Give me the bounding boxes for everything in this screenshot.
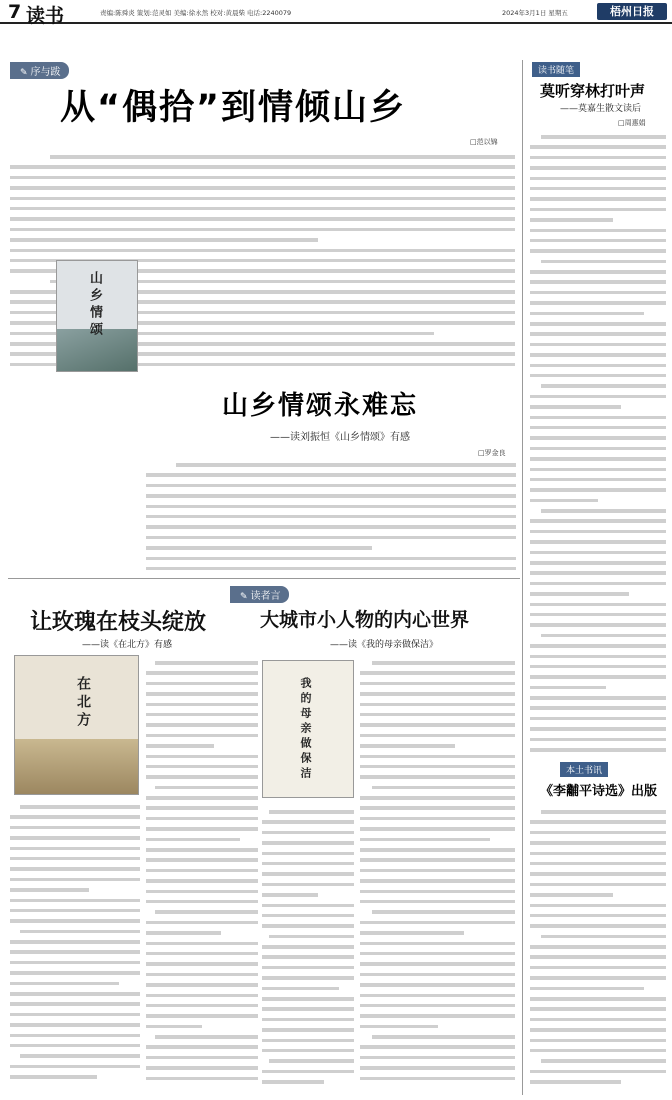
sidebar-body	[530, 130, 666, 755]
text-line	[146, 968, 258, 978]
text-line	[530, 203, 666, 213]
text-line	[10, 862, 140, 872]
text-line	[360, 1061, 515, 1071]
text-line	[530, 1054, 666, 1064]
masthead	[0, 0, 672, 27]
text-line	[530, 504, 666, 514]
text-line	[530, 608, 666, 618]
right-book-cover	[262, 660, 354, 798]
text-line	[530, 546, 666, 556]
text-line	[360, 895, 515, 905]
text-line	[146, 458, 516, 468]
text-line	[262, 919, 354, 929]
text-line	[10, 1060, 140, 1070]
text-line	[360, 801, 515, 811]
text-line	[530, 431, 666, 441]
text-line	[262, 836, 354, 846]
text-line	[146, 864, 258, 874]
text-line	[530, 224, 666, 234]
text-line	[530, 639, 666, 649]
text-line	[146, 895, 258, 905]
text-line	[530, 369, 666, 379]
editors-line: 责编:陈舜炎 策划:范灵如 美编:徐永然 校对:黄晨柴 电话:2240079	[100, 9, 292, 17]
text-line	[530, 743, 666, 753]
text-line	[146, 541, 516, 551]
mid-article-body	[146, 458, 516, 573]
text-line	[530, 587, 666, 597]
text-line	[530, 701, 666, 711]
text-line	[146, 552, 516, 562]
text-line	[360, 698, 515, 708]
text-line	[530, 712, 666, 722]
text-line	[10, 212, 515, 222]
text-line	[146, 916, 258, 926]
text-line	[146, 926, 258, 936]
text-line	[530, 919, 666, 929]
text-line	[360, 885, 515, 895]
text-line	[360, 760, 515, 770]
text-line	[530, 442, 666, 452]
text-line	[146, 750, 258, 760]
text-line	[10, 935, 140, 945]
text-line	[360, 833, 515, 843]
text-line	[262, 805, 354, 815]
text-line	[10, 883, 140, 893]
text-line	[530, 629, 666, 639]
sidebar-subtitle: ——莫嘉生散文读后	[560, 104, 642, 114]
issue-date: 2024年3月1日 星期五	[502, 9, 568, 17]
lower-right-body	[360, 656, 515, 1091]
text-line	[146, 853, 258, 863]
text-line	[530, 961, 666, 971]
text-line	[530, 618, 666, 628]
text-line	[262, 1044, 354, 1054]
text-line	[262, 867, 354, 877]
text-line	[262, 950, 354, 960]
text-line	[262, 857, 354, 867]
text-line	[530, 857, 666, 867]
text-line	[530, 888, 666, 898]
text-line	[360, 822, 515, 832]
text-line	[262, 1075, 354, 1085]
text-line	[146, 999, 258, 1009]
text-line	[530, 421, 666, 431]
text-line	[530, 525, 666, 535]
lower-left-title: 让玫瑰在枝头绽放	[30, 610, 207, 635]
text-line	[146, 801, 258, 811]
text-line	[10, 945, 140, 955]
text-line	[530, 867, 666, 877]
text-line	[10, 810, 140, 820]
text-line	[10, 977, 140, 987]
text-line	[360, 687, 515, 697]
text-line	[530, 1044, 666, 1054]
text-line	[146, 1020, 258, 1030]
text-line	[530, 379, 666, 389]
byline: □范以锦	[470, 138, 498, 146]
text-line	[530, 722, 666, 732]
text-line	[146, 1061, 258, 1071]
text-line	[146, 479, 516, 489]
text-line	[262, 1034, 354, 1044]
text-line	[530, 317, 666, 327]
text-line	[360, 1040, 515, 1050]
text-line	[530, 992, 666, 1002]
paper-logo: 梧州日报	[597, 3, 667, 20]
text-line	[10, 894, 140, 904]
page-number: 7	[8, 1, 22, 23]
text-line	[146, 885, 258, 895]
text-line	[530, 483, 666, 493]
text-line	[262, 909, 354, 919]
text-line	[360, 1020, 515, 1030]
mid-headline: 山乡情颂永难忘	[222, 391, 419, 421]
text-line	[530, 650, 666, 660]
text-line	[262, 992, 354, 1002]
text-line	[360, 718, 515, 728]
text-line	[360, 770, 515, 780]
text-line	[530, 452, 666, 462]
left-book-art	[15, 739, 138, 794]
text-line	[530, 244, 666, 254]
text-line	[530, 805, 666, 815]
lower-right-title: 大城市小人物的内心世界	[260, 609, 470, 631]
text-line	[530, 514, 666, 524]
text-line	[146, 1072, 258, 1082]
text-line	[146, 510, 516, 520]
right-book-title: 我的母亲做保洁	[299, 677, 312, 782]
text-line	[360, 989, 515, 999]
text-line	[360, 916, 515, 926]
text-line	[530, 161, 666, 171]
text-line	[530, 390, 666, 400]
text-line	[10, 223, 515, 233]
lower-left-body-2	[10, 800, 140, 1090]
text-line	[530, 327, 666, 337]
text-line	[146, 791, 258, 801]
text-line	[262, 815, 354, 825]
text-line	[146, 760, 258, 770]
text-line	[146, 1009, 258, 1019]
text-line	[530, 815, 666, 825]
text-line	[262, 1002, 354, 1012]
headline: 从“偶拾”到情倾山乡	[60, 88, 407, 128]
text-line	[530, 950, 666, 960]
book-cover	[56, 260, 138, 372]
text-line	[360, 947, 515, 957]
text-line	[530, 566, 666, 576]
text-line	[530, 348, 666, 358]
text-line	[146, 489, 516, 499]
text-line	[530, 691, 666, 701]
section-divider	[8, 578, 520, 579]
text-line	[262, 982, 354, 992]
text-line	[360, 874, 515, 884]
text-line	[146, 677, 258, 687]
text-line	[146, 833, 258, 843]
text-line	[530, 556, 666, 566]
column-divider	[522, 60, 523, 1095]
text-line	[262, 888, 354, 898]
text-line	[360, 905, 515, 915]
text-line	[146, 698, 258, 708]
text-line	[530, 847, 666, 857]
text-line	[530, 733, 666, 743]
section-title: 读书	[26, 5, 65, 27]
text-line	[146, 729, 258, 739]
text-line	[530, 1013, 666, 1023]
text-line	[146, 687, 258, 697]
text-line	[530, 1065, 666, 1075]
text-line	[530, 899, 666, 909]
text-line	[146, 781, 258, 791]
text-line	[530, 130, 666, 140]
text-line	[530, 971, 666, 981]
text-line	[530, 598, 666, 608]
text-line	[360, 926, 515, 936]
text-line	[10, 1049, 140, 1059]
text-line	[10, 821, 140, 831]
text-line	[530, 940, 666, 950]
mid-byline: □罗金良	[478, 449, 506, 457]
text-line	[360, 708, 515, 718]
text-line	[10, 842, 140, 852]
text-line	[530, 1034, 666, 1044]
text-line	[146, 905, 258, 915]
text-line	[530, 836, 666, 846]
text-line	[262, 847, 354, 857]
text-line	[146, 1040, 258, 1050]
text-line	[530, 275, 666, 285]
text-line	[146, 718, 258, 728]
sidebar-byline: □周惠娟	[618, 119, 646, 127]
text-line	[10, 831, 140, 841]
text-line	[10, 904, 140, 914]
text-line	[146, 1030, 258, 1040]
text-line	[262, 899, 354, 909]
text-line	[146, 656, 258, 666]
text-line	[530, 265, 666, 275]
text-line	[530, 1023, 666, 1033]
text-line	[360, 677, 515, 687]
text-line	[360, 750, 515, 760]
text-line	[146, 468, 516, 478]
text-line	[262, 1013, 354, 1023]
text-line	[146, 812, 258, 822]
text-line	[530, 494, 666, 504]
sidebar-tag: 读书随笔	[532, 62, 580, 77]
text-line	[262, 1023, 354, 1033]
text-line	[360, 1072, 515, 1082]
text-line	[10, 914, 140, 924]
text-line	[530, 296, 666, 306]
text-line	[530, 192, 666, 202]
text-line	[360, 864, 515, 874]
text-line	[10, 873, 140, 883]
text-line	[360, 968, 515, 978]
text-line	[360, 1051, 515, 1061]
text-line	[146, 708, 258, 718]
book-cover-title: 山乡情颂	[87, 271, 102, 339]
text-line	[262, 961, 354, 971]
text-line	[262, 826, 354, 836]
text-line	[530, 1075, 666, 1085]
lower-left-subtitle: ——读《在北方》有感	[82, 640, 173, 650]
text-line	[530, 213, 666, 223]
text-line	[530, 878, 666, 888]
sidebar-bottom-title: 《李黼平诗选》出版	[540, 784, 658, 799]
left-book-title: 在北方	[75, 676, 91, 730]
text-line	[262, 1065, 354, 1075]
text-line	[146, 520, 516, 530]
text-line	[530, 338, 666, 348]
text-line	[10, 160, 515, 170]
lower-right-body-2	[262, 805, 354, 1091]
text-line	[10, 202, 515, 212]
text-line	[530, 359, 666, 369]
mid-subtitle: ——读刘振恒《山乡情颂》有感	[270, 432, 410, 443]
text-line	[360, 791, 515, 801]
text-line	[530, 307, 666, 317]
text-line	[360, 781, 515, 791]
text-line	[146, 874, 258, 884]
text-line	[146, 1051, 258, 1061]
text-line	[146, 770, 258, 780]
text-line	[10, 1008, 140, 1018]
text-line	[530, 473, 666, 483]
text-line	[530, 411, 666, 421]
text-line	[262, 971, 354, 981]
text-line	[10, 852, 140, 862]
text-line	[360, 1030, 515, 1040]
text-line	[262, 878, 354, 888]
text-line	[530, 400, 666, 410]
text-line	[530, 234, 666, 244]
text-line	[146, 739, 258, 749]
text-line	[530, 182, 666, 192]
text-line	[10, 956, 140, 966]
text-line	[10, 1018, 140, 1028]
text-line	[146, 562, 516, 572]
text-line	[10, 1039, 140, 1049]
lower-right-subtitle: ——读《我的母亲做保洁》	[330, 640, 439, 650]
text-line	[10, 800, 140, 810]
text-line	[530, 982, 666, 992]
text-line	[360, 812, 515, 822]
column-tag: ✎ 序与跋	[10, 62, 69, 79]
text-line	[10, 244, 515, 254]
text-line	[530, 172, 666, 182]
text-line	[360, 978, 515, 988]
text-line	[146, 843, 258, 853]
text-line	[530, 151, 666, 161]
text-line	[10, 925, 140, 935]
text-line	[10, 997, 140, 1007]
sidebar-bottom-tag: 本土书讯	[560, 762, 608, 777]
text-line	[530, 660, 666, 670]
text-line	[10, 987, 140, 997]
text-line	[146, 947, 258, 957]
text-line	[10, 181, 515, 191]
sidebar-bottom-body	[530, 805, 666, 1091]
text-line	[530, 670, 666, 680]
text-line	[360, 729, 515, 739]
text-line	[360, 656, 515, 666]
text-line	[10, 1070, 140, 1080]
left-book-cover	[14, 655, 139, 795]
text-line	[530, 930, 666, 940]
text-line	[530, 140, 666, 150]
text-line	[10, 171, 515, 181]
text-line	[530, 535, 666, 545]
text-line	[530, 909, 666, 919]
text-line	[530, 577, 666, 587]
text-line	[10, 233, 515, 243]
text-line	[530, 826, 666, 836]
text-line	[262, 930, 354, 940]
text-line	[146, 666, 258, 676]
text-line	[360, 937, 515, 947]
text-line	[262, 1054, 354, 1064]
text-line	[146, 978, 258, 988]
text-line	[530, 1002, 666, 1012]
text-line	[360, 957, 515, 967]
text-line	[262, 940, 354, 950]
text-line	[10, 192, 515, 202]
lower-column-tag: ✎ 读者言	[230, 586, 289, 603]
text-line	[146, 531, 516, 541]
text-line	[146, 989, 258, 999]
text-line	[360, 1009, 515, 1019]
text-line	[146, 822, 258, 832]
text-line	[10, 150, 515, 160]
text-line	[360, 666, 515, 676]
text-line	[360, 739, 515, 749]
text-line	[146, 500, 516, 510]
text-line	[360, 843, 515, 853]
text-line	[530, 286, 666, 296]
sidebar-title: 莫听穿林打叶声	[540, 82, 646, 100]
text-line	[10, 966, 140, 976]
text-line	[360, 999, 515, 1009]
text-line	[530, 255, 666, 265]
lower-left-body	[146, 656, 258, 1091]
text-line	[146, 937, 258, 947]
text-line	[360, 853, 515, 863]
text-line	[530, 681, 666, 691]
text-line	[10, 1029, 140, 1039]
text-line	[146, 957, 258, 967]
text-line	[530, 463, 666, 473]
